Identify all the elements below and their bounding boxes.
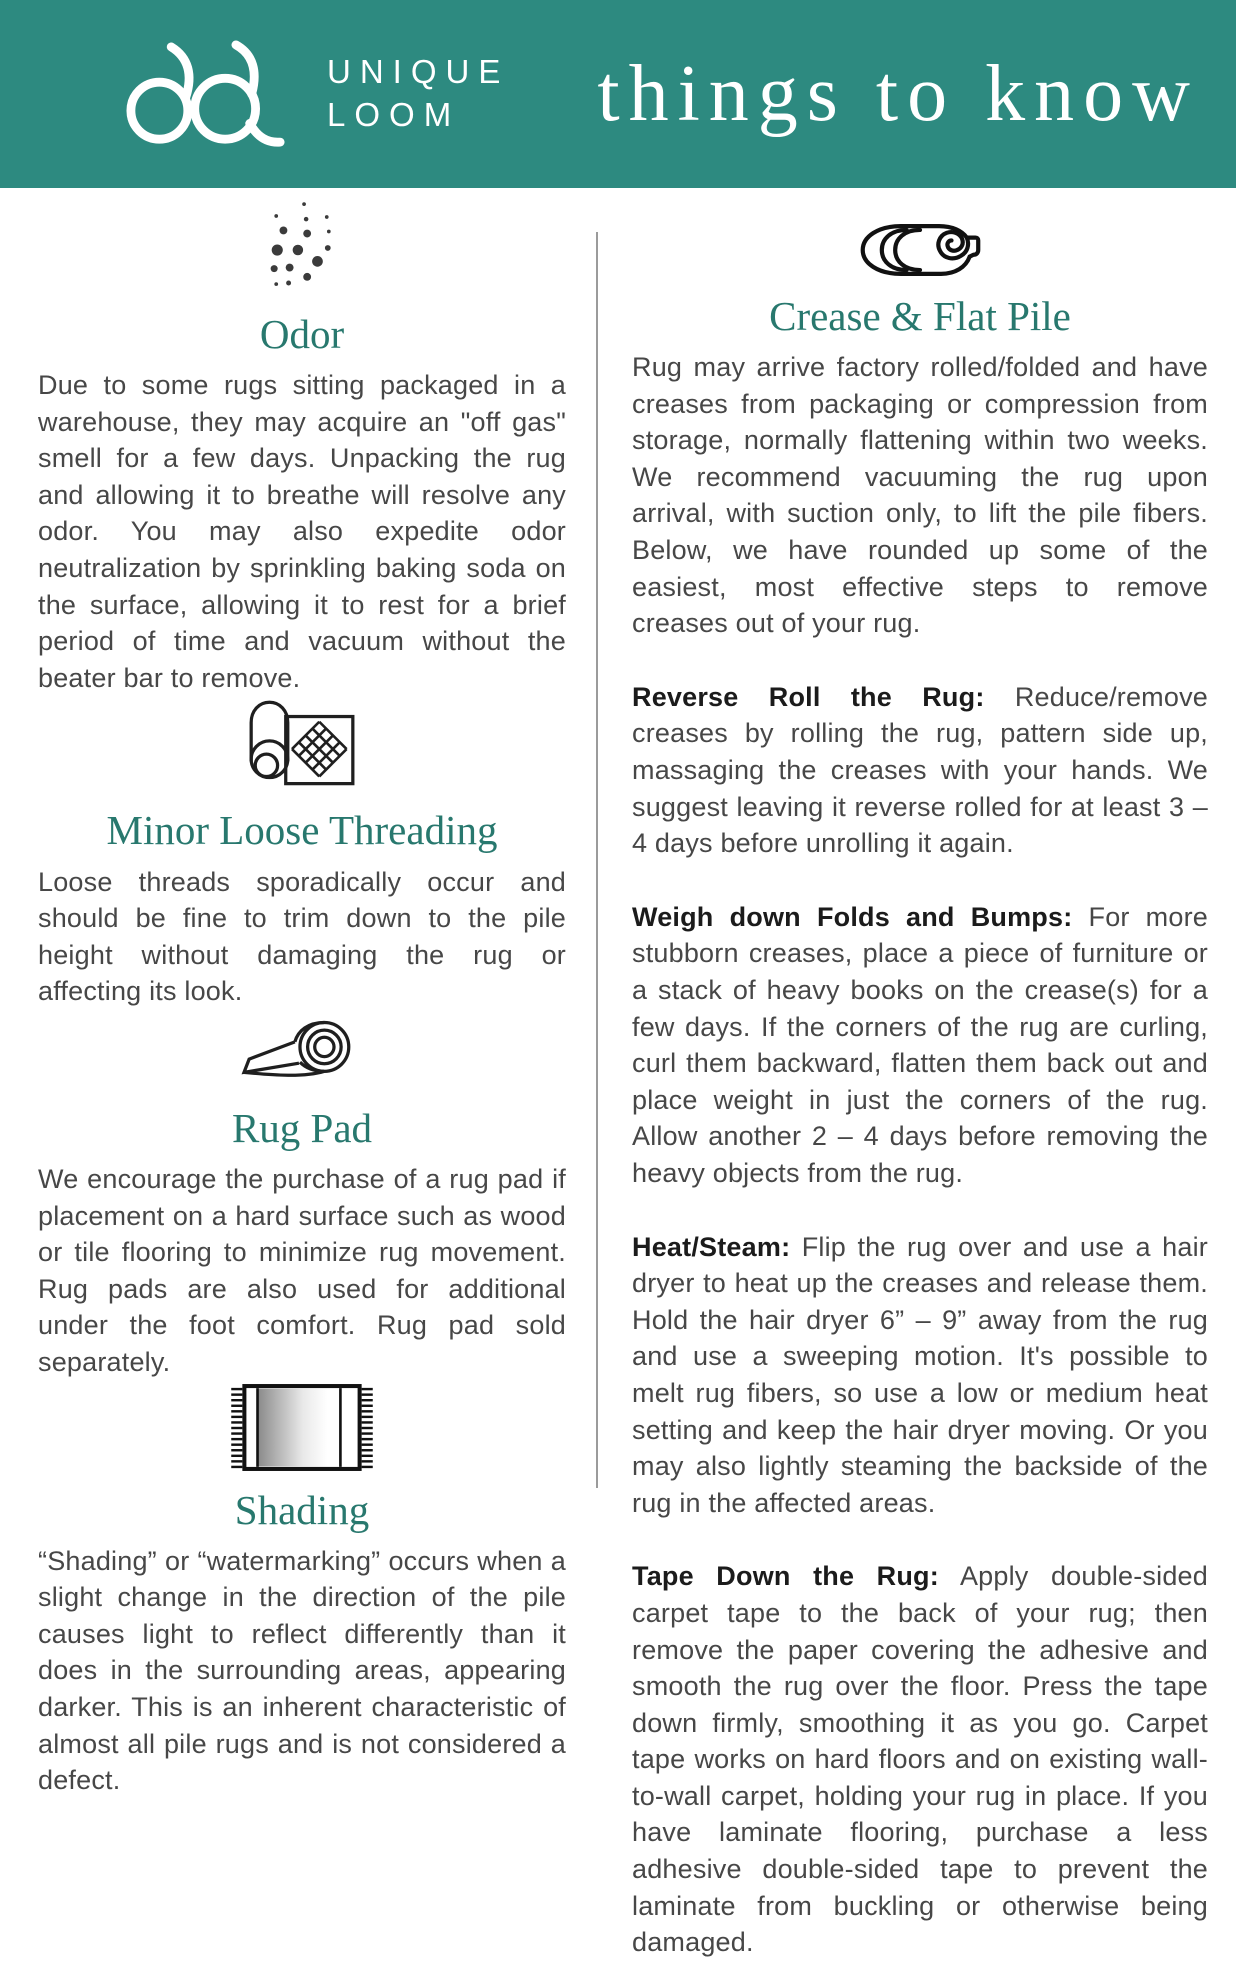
tip-reverse-roll [632,679,1208,862]
brand-name-line1: UNIQUE [327,53,510,91]
tip-tape-down-label: Tape Down the Rug: [632,1561,939,1592]
tip-weigh-down-label: Weigh down Folds and Bumps: [632,901,1073,932]
tip-weigh-down-text: For more stubborn creases, place a piece of furniture or a stack of heavy books on the crease(s) for a few days. If the corners of the rug are curling, curl them backward, flatten them back out and place weight in just the corners of the rug. Allow another 2 – 4 days before removing the heavy objects from the rug. [632,901,1208,1188]
tip-reverse-roll-label: Reverse Roll the Rug: [632,681,985,712]
section-minor-loose-threading [38,696,566,1009]
threading-body: Loose threads sporadically occur and should be fine to trim down to the pile height without damaging the rug or affecting its look. [38,866,566,1007]
brand-name-line2: LOOM [327,96,461,133]
tip-heat-steam [632,1229,1208,1522]
brand-logo [104,40,509,148]
tip-weigh-down [632,899,1208,1192]
rugpad-heading: Rug Pad [231,1104,373,1151]
odor-dots-icon [269,200,335,298]
odor-body: Due to some rugs sitting packaged in a warehouse, they may acquire an "off gas" smell for a few days. Unpacking the rug and allowing it to breathe will resolve any odor. You may also expedite odor neutralization by sprinkling baking soda on the surface, allowing it to rest for a brief period of time and vacuum without the beater bar to remove. [38,370,566,693]
tip-reverse-roll-text: Reduce/remove creases by rolling the rug, pattern side up, massaging the creases with your hands. We suggest leaving it reverse rolled for at least 3 – 4 days before unrolling it again. [632,681,1209,859]
rolled-rug-spiral-icon [857,220,983,280]
odor-heading: Odor [259,311,345,357]
tip-heat-steam-label: Heat/Steam: [632,1231,791,1262]
column-divider [596,232,598,1488]
left-column [38,200,566,1799]
crease-body: Rug may arrive factory rolled/folded and have creases from packaging or compression from storage, normally flattening within two weeks. We recommend vacuuming the rug upon arrival, with suction only, to lift the pile fibers. Below, we have rounded up some of the easiest, most effective steps to remove creases out of your rug. [632,352,1208,639]
tip-tape-down [632,1558,1208,1961]
page-title: things to know [597,49,1199,138]
section-shading [38,1381,566,1799]
shading-body: “Shading” or “watermarking” occurs when a slight change in the direction of the pile causes light to reflect differently than it does in the surrounding areas, appearing darker. This is an inherent characteristic of almost all pile rugs and is not considered a defect. [38,1545,566,1796]
tip-tape-down-text: Apply double-sided carpet tape to the back of your rug; then remove the paper covering the adhesive and smooth the rug over the floor. Press the tape down firmly, smoothing it as you go. Carpet tape works on hard floors and on existing wall-to-wall carpet, holding your rug in place. If you have laminate flooring, purchase a less adhesive double-sided tape to prevent the laminate from buckling or otherwise being damaged. [632,1561,1208,1958]
section-odor [38,200,566,696]
rugpad-body: We encourage the purchase of a rug pad if placement on a hard surface such as wood or tile flooring to minimize rug movement. Rug pads are also used for additional under the foot comfort. Rug pad sold separately. [38,1164,566,1377]
section-crease-flat-pile [632,220,1208,642]
threading-heading: Minor Loose Threading [106,807,498,854]
section-rug-pad [38,1010,566,1381]
shading-heading: Shading [234,1486,370,1533]
rug-pad-roll-icon [241,1010,363,1092]
unique-loom-logo-icon [104,40,309,148]
rolled-rug-threading-icon [241,696,363,794]
shaded-rug-icon [227,1381,377,1474]
brand-name [327,51,509,137]
page-header [0,0,1236,188]
tip-heat-steam-text: Flip the rug over and use a hair dryer to heat up the creases and release them. Hold the hair dryer 6” – 9” away from the rug and use a sweeping motion. It's possible to melt rug fibers, so use a low or medium heat setting and keep the hair dryer moving. Or you may also lightly steaming the backside of the rug in the affected areas. [632,1231,1209,1518]
crease-heading: Crease & Flat Pile [769,293,1071,339]
right-column [632,220,1208,1961]
